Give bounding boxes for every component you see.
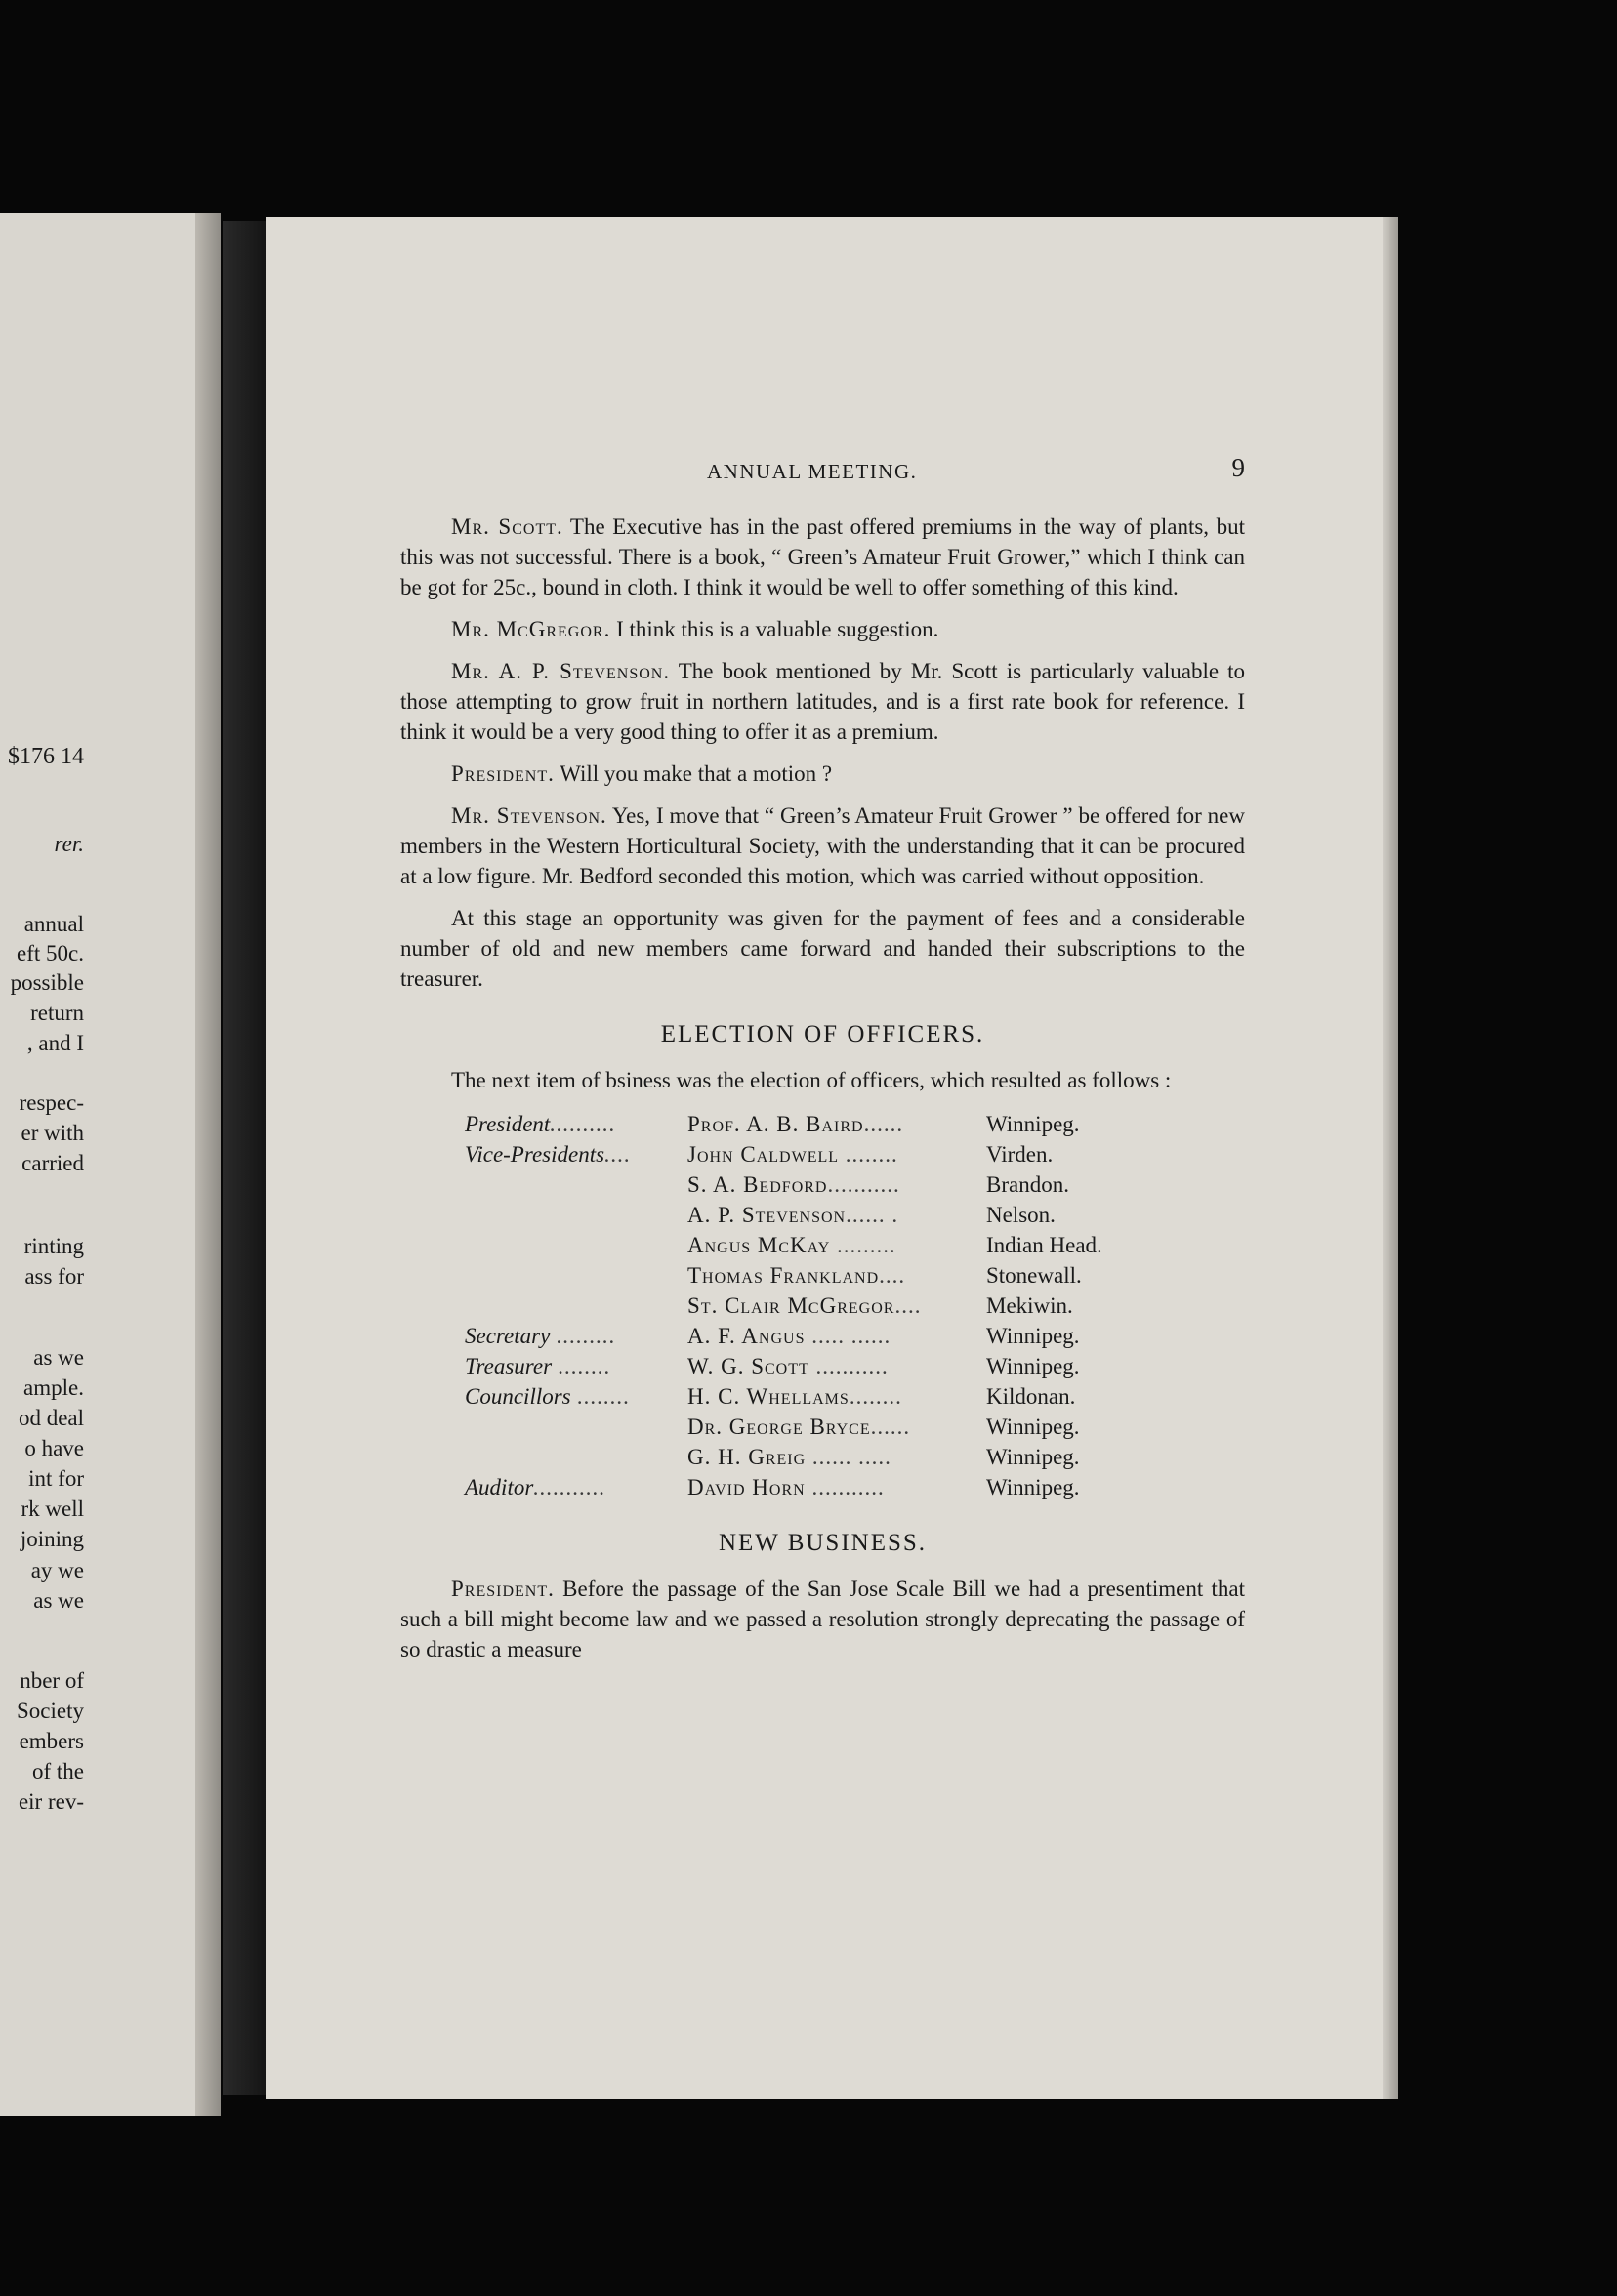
office-cell (465, 1109, 687, 1139)
leader-dots: ......... (830, 1233, 896, 1257)
section-heading-new-business: NEW BUSINESS. (718, 1530, 928, 1556)
office-title: Auditor (465, 1475, 534, 1499)
running-head (400, 453, 1245, 488)
officer-row (465, 1139, 1182, 1169)
speaker-name: Mr. McGregor. (451, 617, 611, 641)
fragment-line: eir rev- (18, 1789, 84, 1814)
officer-cell (687, 1230, 986, 1260)
officer-place: Winnipeg. (986, 1354, 1080, 1378)
leader-dots: ........... (533, 1475, 606, 1499)
officer-cell (687, 1169, 986, 1200)
fragment-line: possible (10, 970, 84, 995)
office-cell (465, 1412, 687, 1442)
officer-place: Nelson. (986, 1203, 1056, 1227)
leader-dots: ........ (552, 1354, 611, 1378)
leader-dots: ......... (550, 1324, 616, 1348)
leader-dots: ........ (849, 1384, 902, 1409)
officer-row (465, 1260, 1182, 1291)
fragment-line: er with (21, 1121, 84, 1145)
leader-dots: ........ (570, 1384, 631, 1409)
office-cell (465, 1381, 687, 1412)
officer-name: John Caldwell (687, 1142, 840, 1167)
paragraph (400, 758, 1245, 789)
fragment-line: of the (31, 1759, 84, 1784)
paragraph-text: The Executive has in the past offered premiums in the way of plants, but this was not successful. There is a book, “ Green’s Amateur Fruit Grower,” which I think can be got for 25c., bound in cloth. I think it would be well to offer something of this kind. (400, 514, 1245, 599)
left-page-text-fragments (0, 0, 84, 2296)
fragment-line: Society (17, 1699, 84, 1723)
speaker-name: President. (451, 761, 555, 786)
paragraph-text: The book mentioned by Mr. Scott is particularly valuable to those attempting to grow fruit in northern latitudes, and is a first rate book for reference. I think it would be a very good thing to offer it as a premium. (400, 659, 1245, 744)
paragraph-text: Will you make that a motion ? (560, 761, 833, 786)
paragraph-text: At this stage an opportunity was given for the payment of fees and a considerable number of old and new members came forward and handed their subscriptions to the treasurer. (400, 906, 1245, 991)
office-cell (465, 1230, 687, 1260)
officer-place: Mekiwin. (986, 1293, 1073, 1318)
fragment-line: rinting (23, 1234, 84, 1258)
officer-name: Thomas Frankland (687, 1263, 880, 1288)
fragment-line: annual (23, 912, 84, 936)
officer-name: A. F. Angus (687, 1324, 806, 1348)
office-title: President (465, 1112, 551, 1136)
office-title: Secretary (465, 1324, 551, 1348)
office-cell (465, 1169, 687, 1200)
fragment-line: return (30, 1001, 84, 1025)
leader-dots: ...... (870, 1414, 911, 1439)
leader-dots: ...... ..... (806, 1445, 891, 1469)
leader-dots: .... (604, 1142, 632, 1167)
officer-cell (687, 1291, 986, 1321)
leader-dots: ...... (863, 1112, 904, 1136)
paragraph (400, 614, 1245, 644)
section-heading-election: ELECTION OF OFFICERS. (660, 1021, 985, 1047)
officer-row (465, 1321, 1182, 1351)
officer-place: Kildonan. (986, 1384, 1076, 1409)
officer-cell (687, 1321, 986, 1351)
officer-row (465, 1351, 1182, 1381)
left-page-edge (195, 213, 221, 2116)
speaker-name: President. (451, 1577, 555, 1601)
leader-dots: ........... (827, 1172, 900, 1197)
officer-row (465, 1200, 1182, 1230)
fragment-line: rk well (21, 1496, 84, 1521)
officer-cell (687, 1472, 986, 1502)
leader-dots: ........ (839, 1142, 898, 1167)
fragment-line: ay we (30, 1558, 84, 1582)
officer-name: David Horn (687, 1475, 806, 1499)
election-intro: The next item of bsiness was the election of officers, which resulted as follows : (451, 1068, 1172, 1092)
officer-name: W. G. Scott (687, 1354, 809, 1378)
office-cell (465, 1351, 687, 1381)
office-cell (465, 1139, 687, 1169)
officer-cell (687, 1139, 986, 1169)
fragment-line: ample. (23, 1375, 84, 1400)
officer-cell (687, 1260, 986, 1291)
officer-row (465, 1230, 1182, 1260)
running-title: ANNUAL MEETING. (707, 460, 918, 483)
office-title: Treasurer (465, 1354, 553, 1378)
fragment-line: joining (20, 1527, 84, 1551)
officer-name: Angus McKay (687, 1233, 831, 1257)
fragment-line: as we (33, 1588, 84, 1613)
officer-place: Virden. (986, 1142, 1054, 1167)
officer-name: Prof. A. B. Baird (687, 1112, 864, 1136)
fragment-line: as we (33, 1345, 84, 1370)
office-cell (465, 1260, 687, 1291)
fragment-line: $176 14 (8, 744, 84, 769)
right-page-edge (1383, 217, 1398, 2099)
officer-row (465, 1381, 1182, 1412)
officer-place: Stonewall. (986, 1263, 1082, 1288)
officer-cell (687, 1351, 986, 1381)
page-number: 9 (1231, 453, 1245, 482)
leader-dots: .......... (550, 1112, 616, 1136)
fragment-line: int for (28, 1466, 84, 1491)
speaker-name: Mr. Scott. (451, 514, 563, 539)
officer-name: G. H. Greig (687, 1445, 807, 1469)
leader-dots: ........... (805, 1475, 885, 1499)
officer-place: Indian Head. (986, 1233, 1102, 1257)
officer-row (465, 1169, 1182, 1200)
paragraph (400, 512, 1245, 602)
fragment-line: , and I (26, 1031, 84, 1055)
officer-cell (687, 1200, 986, 1230)
officer-place: Winnipeg. (986, 1445, 1080, 1469)
officer-cell (687, 1109, 986, 1139)
office-cell (465, 1442, 687, 1472)
officer-name: St. Clair McGregor (687, 1293, 895, 1318)
paragraph-text: I think this is a valuable suggestion. (616, 617, 939, 641)
officer-place: Winnipeg. (986, 1324, 1080, 1348)
officer-place: Winnipeg. (986, 1475, 1080, 1499)
speaker-name: Mr. A. P. Stevenson. (451, 659, 671, 683)
speaker-name: Mr. Stevenson. (451, 803, 607, 828)
paragraph (400, 903, 1245, 994)
fragment-line: embers (19, 1729, 84, 1753)
officer-cell (687, 1442, 986, 1472)
paragraph (400, 800, 1245, 891)
officer-place: Brandon. (986, 1172, 1069, 1197)
fragment-line: ass for (24, 1264, 84, 1289)
leader-dots: ..... ...... (805, 1324, 891, 1348)
office-cell (465, 1200, 687, 1230)
paragraph (400, 1574, 1245, 1664)
paragraph-text: Yes, I move that “ Green’s Amateur Fruit Grower ” be offered for new members in the Western Horticultural Society, with the understanding that it can be procured at a low figure. Mr. Bedford seconded this motion, which was carried without opposition. (400, 803, 1246, 888)
officer-place: Winnipeg. (986, 1112, 1080, 1136)
fragment-line: carried (21, 1151, 84, 1175)
office-title: Councillors (465, 1384, 571, 1409)
fragment-line: o have (24, 1436, 84, 1460)
leader-dots: .... (894, 1293, 922, 1318)
officer-row (465, 1442, 1182, 1472)
officer-row (465, 1291, 1182, 1321)
officer-name: Dr. George Bryce (687, 1414, 871, 1439)
officer-row (465, 1109, 1182, 1139)
fragment-line: rer. (54, 832, 84, 856)
officer-row (465, 1472, 1182, 1502)
leader-dots: ...... . (846, 1203, 899, 1227)
officer-row (465, 1412, 1182, 1442)
office-cell (465, 1291, 687, 1321)
officer-name: A. P. Stevenson (687, 1203, 847, 1227)
officer-name: H. C. Whellams (687, 1384, 850, 1409)
leader-dots: ........... (808, 1354, 889, 1378)
fragment-line: eft 50c. (17, 941, 84, 965)
paragraph-text: Before the passage of the San Jose Scale Bill we had a presentiment that such a bill might become law and we passed a resolution strongly deprecating the passage of so drastic a measure (400, 1577, 1245, 1661)
officer-name: S. A. Bedford (687, 1172, 828, 1197)
fragment-line: od deal (18, 1406, 84, 1430)
office-cell (465, 1472, 687, 1502)
book-spine (223, 221, 266, 2095)
fragment-line: respec- (19, 1090, 84, 1115)
paragraph (400, 656, 1245, 747)
leader-dots: .... (879, 1263, 906, 1288)
fragment-line: nber of (20, 1668, 84, 1693)
officer-cell (687, 1412, 986, 1442)
officer-place: Winnipeg. (986, 1414, 1080, 1439)
officer-cell (687, 1381, 986, 1412)
office-title: Vice-Presidents (465, 1142, 605, 1167)
office-cell (465, 1321, 687, 1351)
body-text (400, 512, 1245, 1676)
officers-list (465, 1109, 1182, 1502)
